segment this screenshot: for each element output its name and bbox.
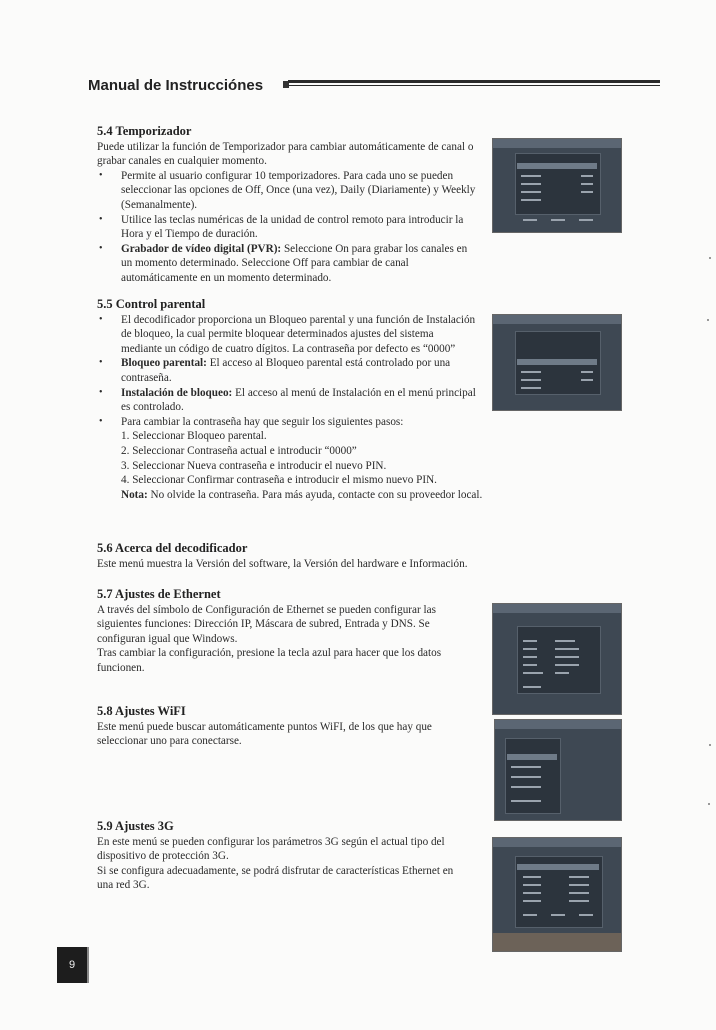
bullet-list [97,169,477,286]
item-text: El acceso al Bloqueo parental está controlado por una contraseña. [121,357,451,384]
section-intro: Puede utilizar la función de Temporizador para cambiar automáticamente de canal o grabar canales en cualquier momento. [97,140,474,168]
section-body: Este menú muestra la Versión del software, la Versión del hardware e Información. [97,557,468,570]
section-title: 5.5 Control parental [97,297,206,311]
list-item [97,356,477,385]
section-body: A través del símbolo de Configuración de Ethernet se pueden configurar las siguientes funciones: Dirección IP, Máscara de subred, Entrada y DNS. Se configuran igual que Windows. [97,603,436,645]
section-wifi [97,704,469,749]
note [121,488,561,503]
section-control-parental [97,297,483,502]
bold-term: Bloqueo parental: [121,357,207,370]
list-item: • Utilice las teclas numéricas de la unidad de control remoto para introducir la Hora y el Tiempo de duración. [97,213,477,242]
3g-settings-screenshot [492,837,622,952]
item-text: Seleccione On para grabar los canales en un momento determinado. Seleccione Off para cambiar de canal automáticamente en un momento determinado. [121,242,468,284]
bold-term: Instalación de bloqueo: [121,386,233,399]
timer-menu-screenshot [492,138,622,233]
section-temporizador [97,124,477,286]
page-number-edge [87,947,89,983]
bullet-list [97,313,477,430]
section-title: 5.7 Ajustes de Ethernet [97,587,221,601]
step-item: 4. Seleccionar Confirmar contraseña e introducir el mismo nuevo PIN. [121,474,437,487]
section-title: 5.6 Acerca del decodificador [97,541,248,555]
note-label: Nota: [121,488,148,501]
page-header-title: Manual de Instrucciónes [88,77,264,94]
bold-term: Grabador de vídeo digital (PVR): [121,242,282,255]
list-item: • Para cambiar la contraseña hay que seguir los siguientes pasos: [97,415,477,430]
section-body: Si se configura adecuadamente, se podrá disfrutar de características Ethernet en una red 3G. [97,864,454,892]
item-text: El acceso al menú de Instalación en el menú principal es controlado. [121,386,476,414]
list-item: • Permite al usuario configurar 10 temporizadores. Para cada uno se pueden seleccionar las opciones de Off, Once (una vez), Daily (Diariamente) y Weekly (Semanalmente). [97,169,477,213]
section-3g [97,819,469,893]
section-acerca [97,541,577,571]
page-number: 9 [57,947,87,983]
parental-control-screenshot [492,314,622,411]
section-title: 5.8 Ajustes WiFI [97,704,186,718]
step-item: 1. Seleccionar Bloqueo parental. [121,430,267,443]
list-item: • El decodificador proporciona un Bloqueo parental y una función de Instalación de bloqueo, la cual permite bloquear determinados ajustes del sistema mediante un código de cuatro dígitos. La contraseña por defecto es “0000” [97,313,477,357]
section-body: En este menú se pueden configurar los parámetros 3G según el actual tipo del dispositivo de protección 3G. [97,835,445,863]
list-item [97,242,477,286]
section-title: 5.9 Ajustes 3G [97,819,174,833]
list-item [97,386,477,415]
section-ethernet [97,587,469,676]
steps-list [97,429,561,502]
section-body: Tras cambiar la configuración, presione la tecla azul para hacer que los datos funcionen. [97,647,442,674]
step-item: 3. Seleccionar Nueva contraseña e introducir el nuevo PIN. [121,459,387,472]
ethernet-settings-screenshot [492,603,622,715]
header-rule-thin [288,85,660,86]
header-rule [288,80,660,83]
wifi-settings-screenshot [494,719,622,821]
step-item: 2. Seleccionar Contraseña actual e introducir “0000” [121,444,357,457]
note-text: No olvide la contraseña. Para más ayuda, contacte con su proveedor local. [147,488,483,501]
section-body: Este menú puede buscar automáticamente puntos WiFI, de los que hay que seleccionar uno para conectarse. [97,720,432,748]
section-title: 5.4 Temporizador [97,124,192,138]
